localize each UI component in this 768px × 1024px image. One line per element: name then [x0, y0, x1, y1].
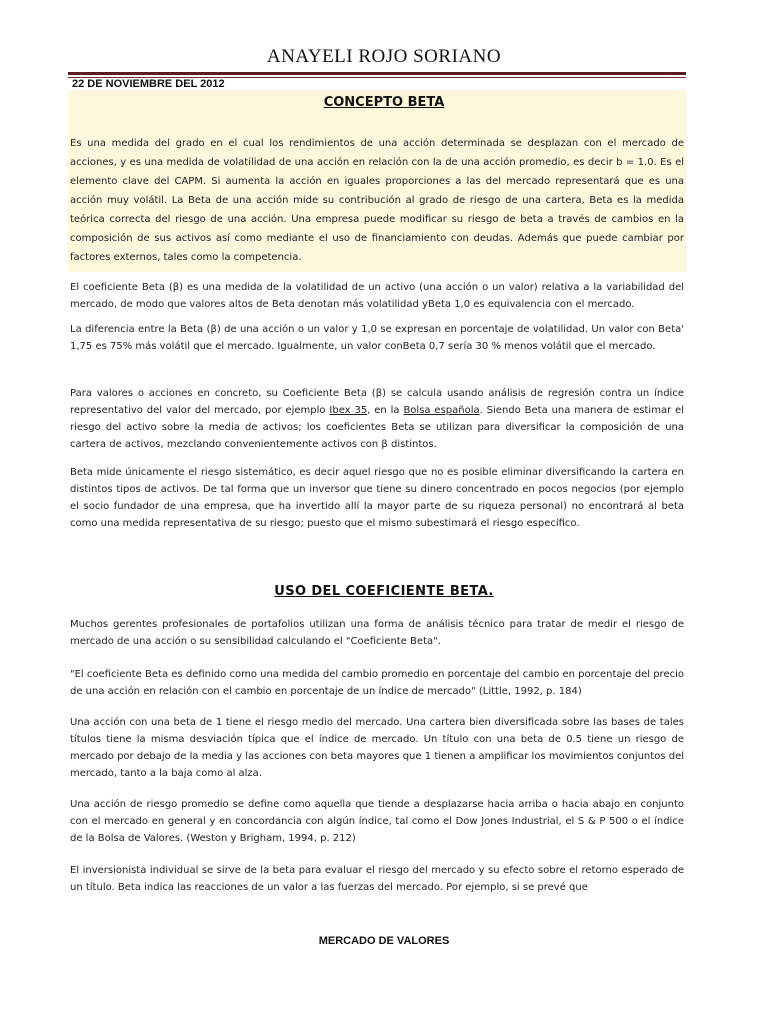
- header-rule-thick: [68, 72, 686, 75]
- paragraph-systematic-risk: Beta mide únicamente el riesgo sistemático, es decir aquel riesgo que no es posible eliminar diversificando la cartera en distintos tipos de activos. De tal forma que un inversor que tiene su dinero concentrado en pocos negocios (por ejemplo el socio fundador de una empresa, que ha invertido allí la mayor parte de su riqueza personal) no encontrará al beta como una medida representativa de su riesgo; puesto que el mismo subestimará el riesgo específico.: [70, 467, 684, 529]
- intro-paragraph: Es una medida del grado en el cual los rendimientos de una acción determinada se desplazan con el mercado de acciones, y es una medida de volatilidad de una acción en relación con la de una acción promedio, es decir b = 1.0. Es el elemento clave del CAPM. Si aumenta la acción en iguales proporciones a las del mercado representará que es una acción muy volátil. La Beta de una acción mide su contribución al grado de riesgo de una cartera, Beta es la medida teórica correcta del riesgo de una acción. Una empresa puede modificar su riesgo de beta a través de cambios en la composición de sus activos así como mediante el uso de financiamiento con deudas. Además que puede cambiar por factores externos, tales como la competencia.: [70, 138, 684, 263]
- paragraph-text: Para valores o acciones en concreto, su Coeficiente Beta (β) se calcula usando análisis de regresión contra un índice representativo del valor del mercado, por ejemplo: [70, 388, 684, 416]
- paragraph-beta-one: Una acción con una beta de 1 tiene el riesgo medio del mercado. Una cartera bien diversificada sobre las bases de tales títulos tiene la misma desviación típica que el índice de mercado. Un título con una beta de 0.5 tiene un riesgo de mercado por debajo de la media y las acciones con beta mayores que 1 tienen a amplificar los movimientos conjuntos del mercado, tanto a la baja como al alza.: [70, 717, 684, 779]
- paragraph-text: . Siendo Beta una manera de estimar el riesgo del activo sobre la media de activos; los coeficientes Beta se utilizan para diversificar la composición de una cartera de activos, mezclando convenientemente activos con β distintos.: [70, 405, 684, 450]
- author-name: ANAYELI ROJO SORIANO: [266, 46, 502, 67]
- paragraph-average-risk: Una acción de riesgo promedio se define como aquella que tiende a desplazarse hacia arriba o hacia abajo en conjunto con el mercado en general y en concordancia con algún índice, tal como el Dow Jones Industrial, el S & P 500 o el índice de la Bolsa de Valores. (Weston y Brigham, 1994, p. 212): [70, 799, 684, 844]
- section-title-mercado-valores: MERCADO DE VALORES: [318, 935, 450, 947]
- paragraph-text: , en la: [367, 405, 404, 416]
- document-date: 22 DE NOVIEMBRE DEL 2012: [72, 78, 225, 90]
- section-title-uso-coeficiente-beta: USO DEL COEFICIENTE BETA.: [274, 584, 494, 599]
- paragraph-portfolio-managers: Muchos gerentes profesionales de portafolios utilizan una forma de análisis técnico para tratar de medir el riesgo de mercado de una acción o su sensibilidad calculando el "Coeficiente Beta".: [70, 619, 684, 647]
- paragraph-beta-calculation: [70, 385, 684, 453]
- section-title-concepto-beta: CONCEPTO BETA: [323, 95, 445, 110]
- paragraph-individual-investor: El inversionista individual se sirve de la beta para evaluar el riesgo del mercado y su efecto sobre el retorno esperado de un título. Beta indica las reacciones de un valor a las fuerzas del mercado. Por ejemplo, si se prevé que: [70, 865, 684, 893]
- ibex-35-link[interactable]: Ibex 35: [329, 405, 368, 416]
- paragraph-beta-difference: La diferencia entre la Beta (β) de una acción o un valor y 1,0 se expresan en porcentaje de volatilidad. Un valor con Beta' 1,75 es 75% más volátil que el mercado. Igualmente, un valor conBeta 0,7 sería 30 % menos volátil que el mercado.: [70, 324, 684, 352]
- bolsa-espanola-link[interactable]: Bolsa española: [403, 405, 480, 416]
- paragraph-beta-definition: El coeficiente Beta (β) es una medida de la volatilidad de un activo (una acción o un valor) relativa a la variabilidad del mercado, de modo que valores altos de Beta denotan más volatilidad yBeta 1,0 es equivalencia con el mercado.: [70, 282, 684, 310]
- paragraph-little-quote: "El coeficiente Beta es definido como una medida del cambio promedio en porcentaje del cambio en porcentaje del precio de una acción en relación con el cambio en porcentaje de un índice de mercado" (Little, 1992, p. 184): [70, 669, 684, 697]
